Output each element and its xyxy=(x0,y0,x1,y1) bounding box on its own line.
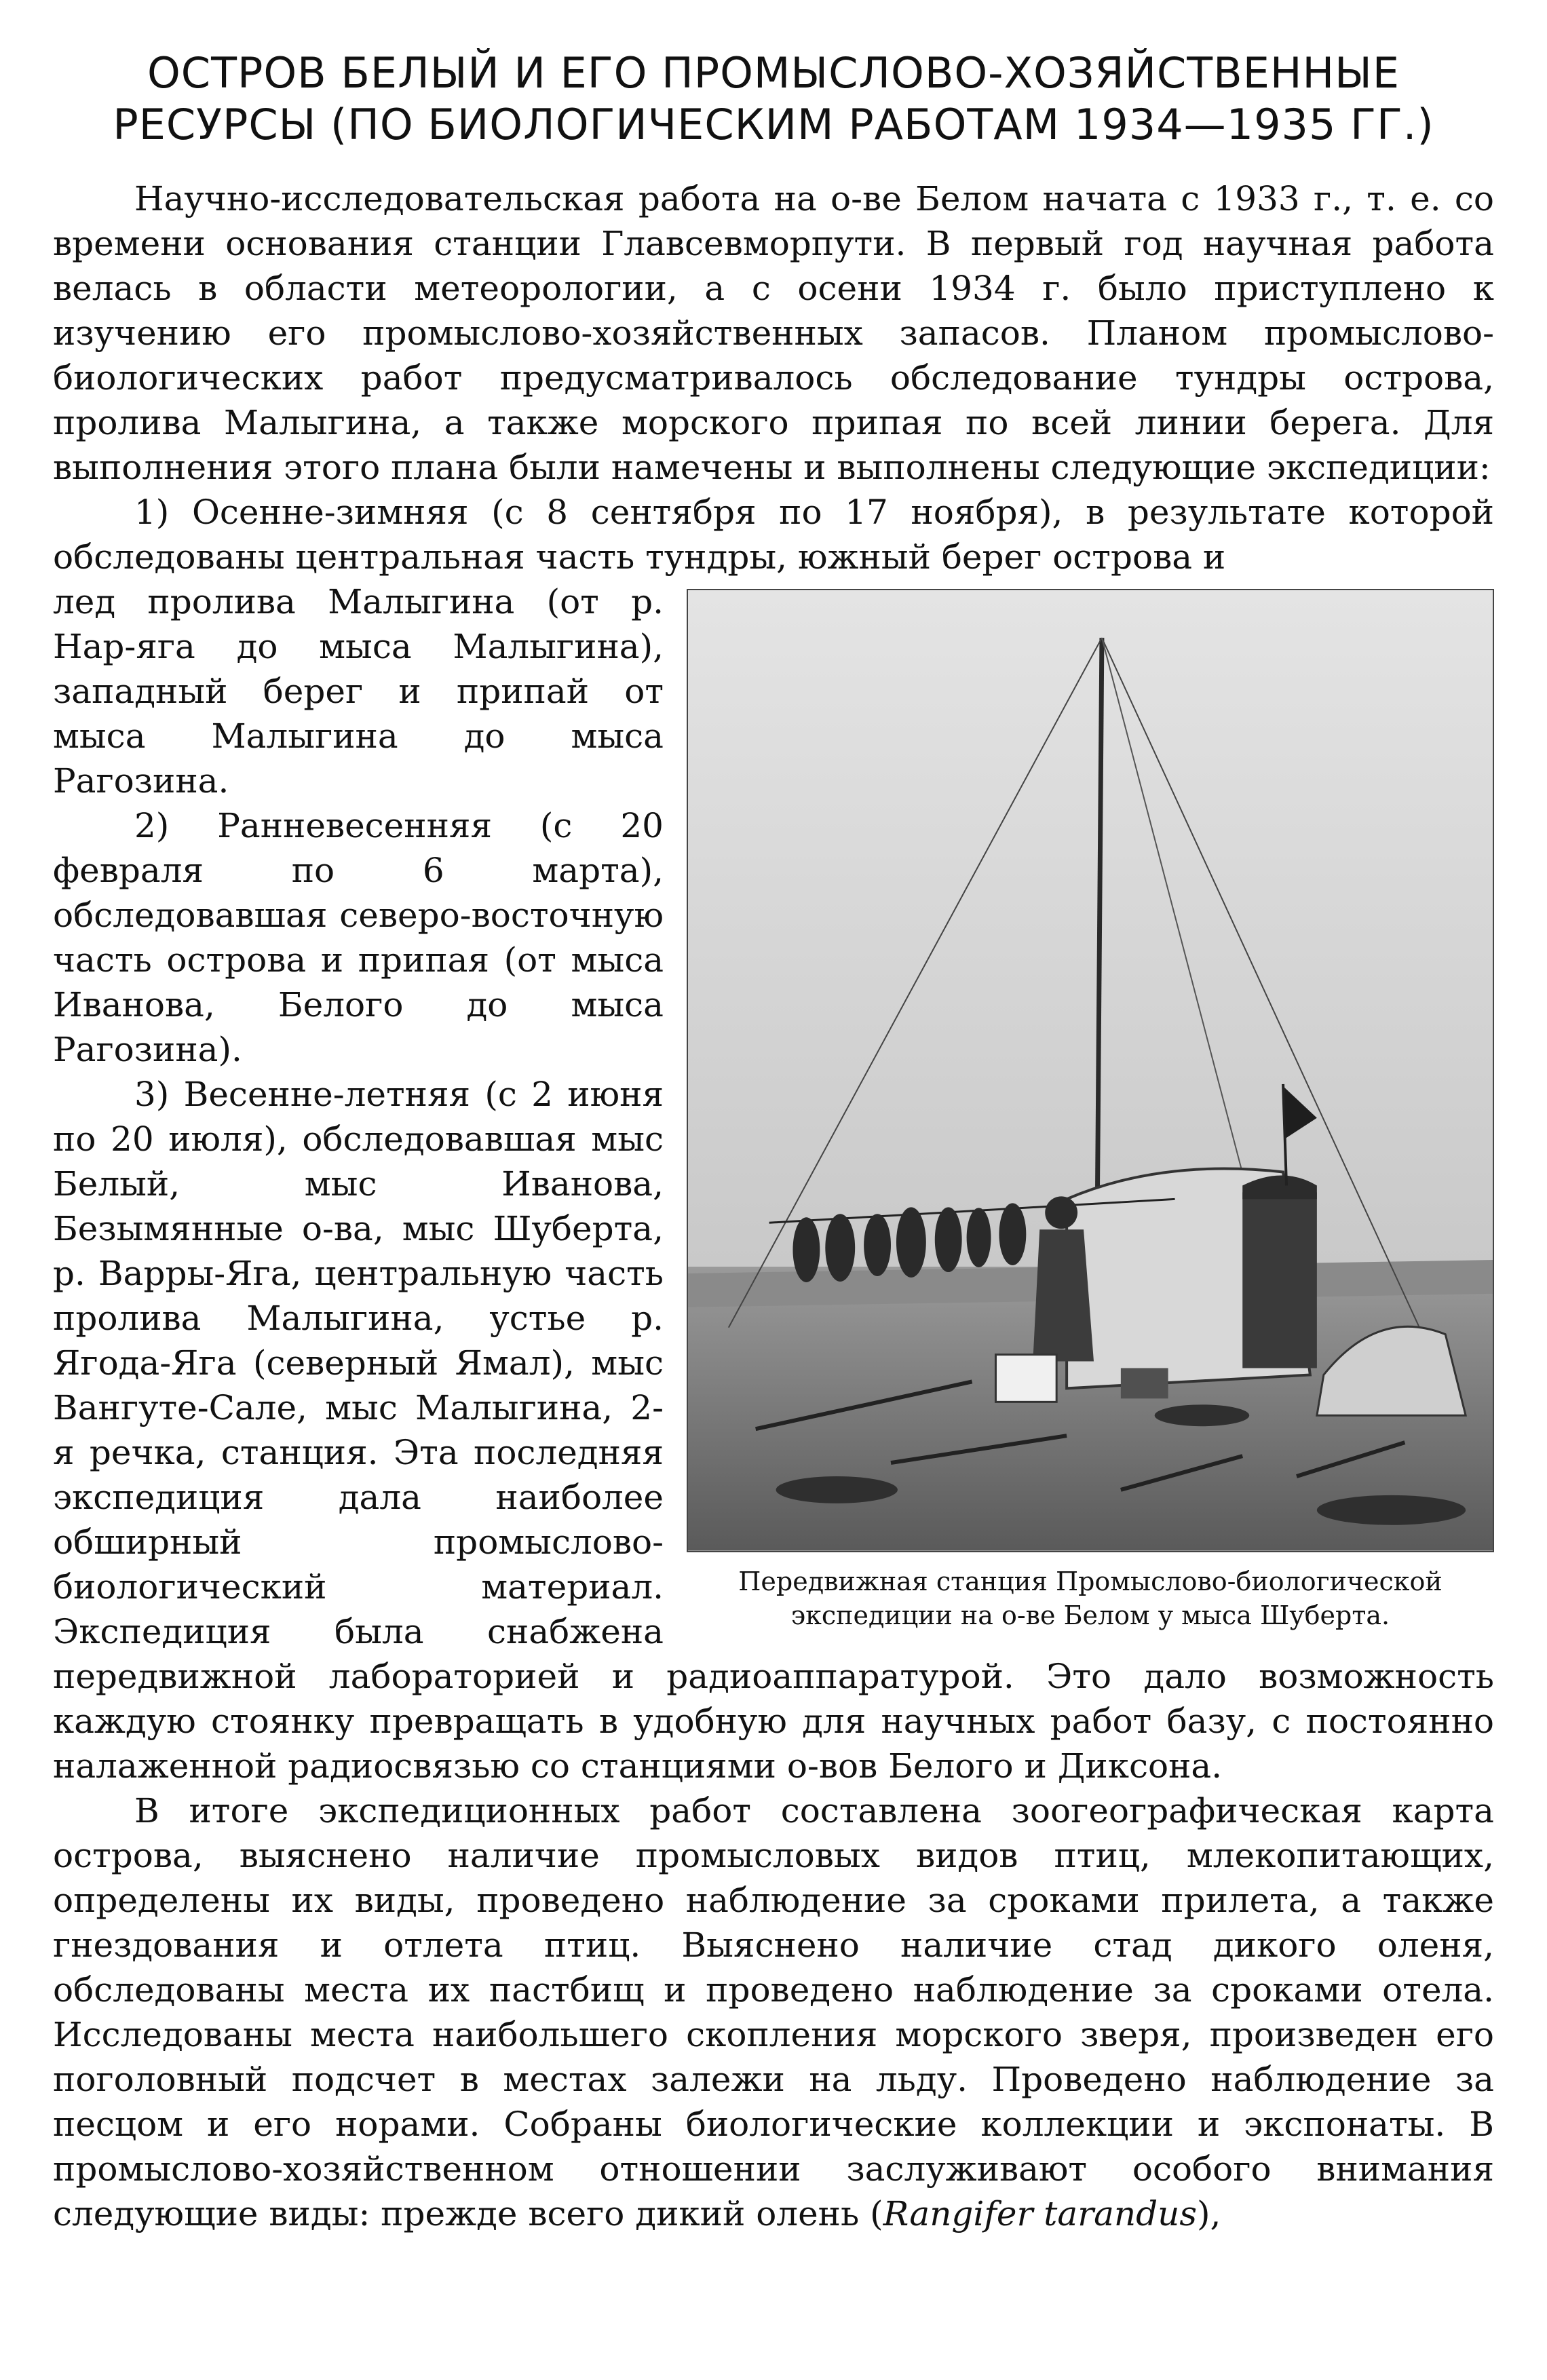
document-page xyxy=(53,47,1494,2236)
title-line-1: ОСТРОВ БЕЛЫЙ И ЕГО ПРОМЫСЛОВО-ХОЗЯЙСТВЕННЫЕ xyxy=(147,48,1400,98)
results-text-end: ), xyxy=(1197,2194,1221,2233)
intro-paragraph: Научно-исследовательская работа на о-ве Белом начата с 1933 г., т. е. со времени основания станции Главсевморпути. В первый год научная работа велась в области метеорологии, а с осени 1934 г. было приступлено к изучению его промыслово-хозяйственных запасов. Планом промыслово-биологических работ предусматривалось обследование тундры острова, пролива Малыгина, а также морского припая по всей линии берега. Для выполнения этого плана были намечены и выполнены следующие экспедиции: xyxy=(53,179,1494,487)
expedition-item-3: 3) Весенне-летняя (с 2 июня по 20 июля), обследовавшая мыс Белый, мыс Иванова, Безымянные о-ва, мыс Шуберта, р. Варры-Яга, центральную часть пролива Малыгина, устье р. Ягода-Яга (северный Ямал), мыс Вангуте-Сале, мыс Малыгина, 2-я речка, станция. Эта последняя экспедиция дала наиболее обширный промыслово-биологический материал. Экспедиция была снабжена передвижной лабораторией и радиоаппаратурой. Это дало возможность каждую стоянку превращать в удобную для научных работ базу, с постоянно налаженной радиосвязью со станциями о-вов Белого и Диксона. xyxy=(53,1075,1494,1786)
expedition-item-1-lead: 1) Осенне-зимняя (с 8 сентября по 17 ноября), в результате которой обследованы центральная часть тундры, южный берег острова и xyxy=(53,493,1494,577)
caption-line-2: экспедиции на о-ве Белом у мыса Шуберта. xyxy=(790,1600,1390,1630)
results-paragraph xyxy=(53,1788,1494,2236)
title-line-2: РЕСУРСЫ (ПО БИОЛОГИЧЕСКИМ РАБОТАМ 1934—1935 ГГ.) xyxy=(113,100,1434,149)
caption-line-1: Передвижная станция Промыслово-биологической xyxy=(738,1567,1443,1596)
photo-figure xyxy=(687,589,1494,1632)
article-title xyxy=(53,47,1494,151)
photo-caption xyxy=(687,1565,1494,1632)
results-text: В итоге экспедиционных работ составлена зоогеографическая карта острова, выяснено наличие промысловых видов птиц, млекопитающих, определены их виды, проведено наблюдение за сроками прилета, а также гнездования и отлета птиц. Выяснено наличие стад дикого оленя, обследованы места их пастбищ и проведено наблюдение за сроками отела. Исследованы места наибольшего скопления морского зверя, произведен его поголовный подсчет в местах залежи на льду. Проведено наблюдение за песцом и его норами. Собраны биологические коллекции и экспонаты. В промыслово-хозяйственном отношении заслуживают особого внимания следующие виды: прежде всего дикий олень ( xyxy=(53,1791,1494,2233)
latin-species-name: Rangifer tarandus xyxy=(883,2194,1197,2233)
station-photo xyxy=(687,589,1494,1552)
expedition-item-2: 2) Ранневесенняя (с 20 февраля по 6 марта), обследовавшая северо-восточную часть острова и припая (от мыса Иванова, Белого до мыса Рагозина). xyxy=(53,806,664,1069)
expedition-item-1-rest: лед пролива Малыгина (от р. Нар-яга до мыса Малыгина), западный берег и припай от мыса Малыгина до мыса Рагозина. xyxy=(53,582,664,801)
article-body xyxy=(53,176,1494,2236)
